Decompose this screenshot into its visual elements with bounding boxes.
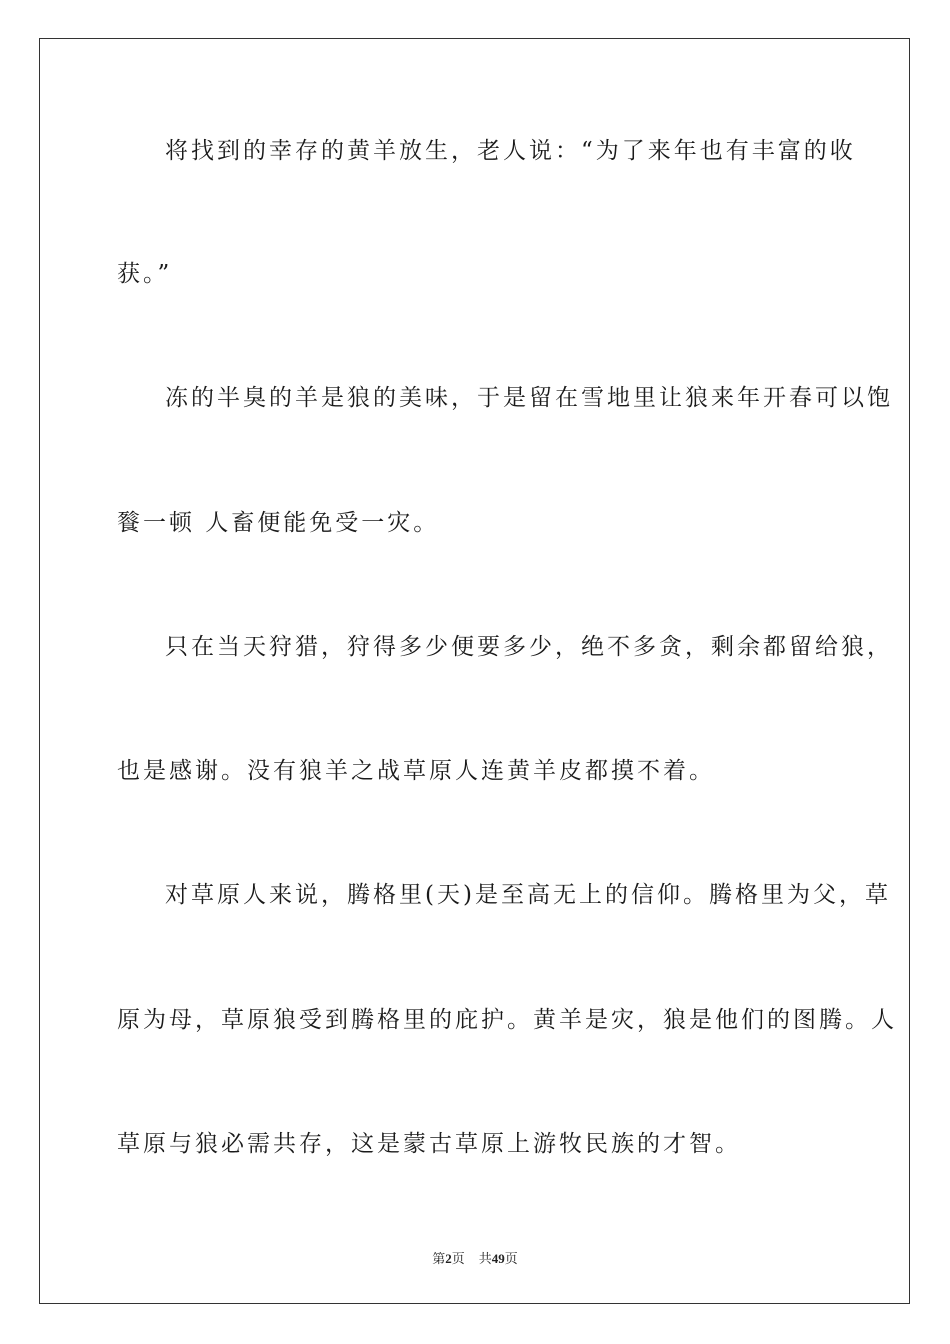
total-pages: 49 [491,1251,505,1266]
page-suffix: 页 [451,1251,465,1266]
paragraph-1-line-2: 获。” [117,261,173,287]
page-number: 2 [445,1251,452,1266]
page-footer [0,1248,950,1267]
paragraph-4-line-2: 原为母，草原狼受到腾格里的庇护。黄羊是灾，狼是他们的图腾。人 [117,1007,897,1033]
paragraph-2-line-1: 冻的半臭的羊是狼的美味，于是留在雪地里让狼来年开春可以饱 [165,385,893,411]
paragraph-1-line-1: 将找到的幸存的黄羊放生，老人说：“为了来年也有丰富的收 [165,138,856,164]
total-suffix: 页 [504,1251,518,1266]
paragraph-3-line-2: 也是感谢。没有狼羊之战草原人连黄羊皮都摸不着。 [117,758,715,784]
page-prefix: 第 [432,1251,446,1266]
paragraph-3-line-1: 只在当天狩猎，狩得多少便要多少，绝不多贪，剩余都留给狼， [165,634,893,660]
total-prefix: 共 [478,1251,492,1266]
paragraph-4-line-3: 草原与狼必需共存，这是蒙古草原上游牧民族的才智。 [117,1131,741,1157]
page-border [39,38,910,1304]
paragraph-4-line-1: 对草原人来说，腾格里(天)是至高无上的信仰。腾格里为父，草 [165,882,891,908]
paragraph-2-line-2: 餮一顿 人畜便能免受一灾。 [117,510,440,536]
